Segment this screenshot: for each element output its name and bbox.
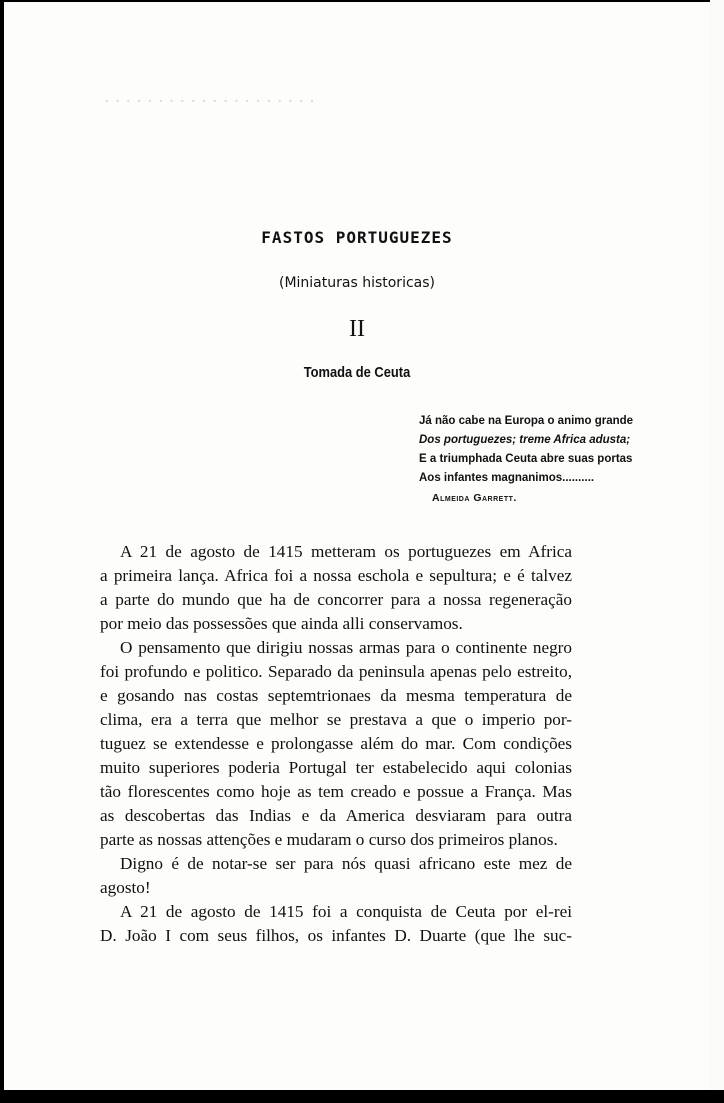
bleed-through-text: · · · · · · · · · · · · · · · · · · · · — [104, 92, 315, 112]
epigraph-line: Dos portuguezes; treme Africa adusta; — [419, 434, 631, 446]
body-line: as descobertas das Indias e da America desviaram para outra — [100, 806, 572, 825]
body-line: muito superiores poderia Portugal ter estabelecido aqui colonias — [100, 758, 572, 777]
document-page — [4, 2, 710, 1090]
chapter-numeral: II — [349, 316, 365, 342]
body-line: Digno é de notar-se ser para nós quasi africano este mez de — [120, 854, 572, 873]
body-line: a primeira lança. Africa foi a nossa eschola e sepultura; e é talvez — [100, 566, 572, 585]
body-line: A 21 de agosto de 1415 metteram os portuguezes em Africa — [120, 542, 572, 561]
section-title: Tomada de Ceuta — [303, 364, 411, 381]
body-line: foi profundo e politico. Separado da peninsula apenas pelo estreito, — [100, 662, 572, 681]
body-line: agosto! — [100, 878, 151, 897]
body-text — [100, 540, 572, 948]
body-line: tão florescentes como hoje as tem creado e possue a França. Mas — [100, 782, 572, 801]
body-line: D. João I com seus filhos, os infantes D. Duarte (que lhe suc- — [100, 926, 572, 945]
body-line: por meio das possessões que ainda alli conservamos. — [100, 614, 463, 633]
body-line: tuguez se extendesse e prolongasse além do mar. Com condições — [100, 734, 572, 753]
body-line: a parte do mundo que ha de concorrer para a nossa regeneração — [100, 590, 572, 609]
body-line: O pensamento que dirigiu nossas armas para o continente negro — [120, 638, 572, 657]
scan-border — [0, 1090, 724, 1103]
body-line: e gosando nas costas septemtrionaes da mesma temperatura de — [100, 686, 572, 705]
page-subtitle: (Miniaturas historicas) — [278, 275, 435, 291]
epigraph-line: Aos infantes magnanimos.......... — [419, 472, 595, 484]
body-line: clima, era a terra que melhor se prestava a que o imperio por- — [100, 710, 572, 729]
epigraph-line: E a triumphada Ceuta abre suas portas — [419, 453, 633, 465]
epigraph-line: Já não cabe na Europa o animo grande — [419, 415, 634, 427]
epigraph — [419, 412, 633, 488]
epigraph-attribution: Almeida Garrett. — [432, 492, 517, 504]
scan-margin — [710, 0, 724, 1103]
body-line: A 21 de agosto de 1415 foi a conquista de Ceuta por el-rei — [120, 902, 572, 921]
page-title: FASTOS PORTUGUEZES — [261, 228, 453, 247]
body-line: parte as nossas attenções e mudaram o curso dos primeiros planos. — [100, 830, 558, 849]
